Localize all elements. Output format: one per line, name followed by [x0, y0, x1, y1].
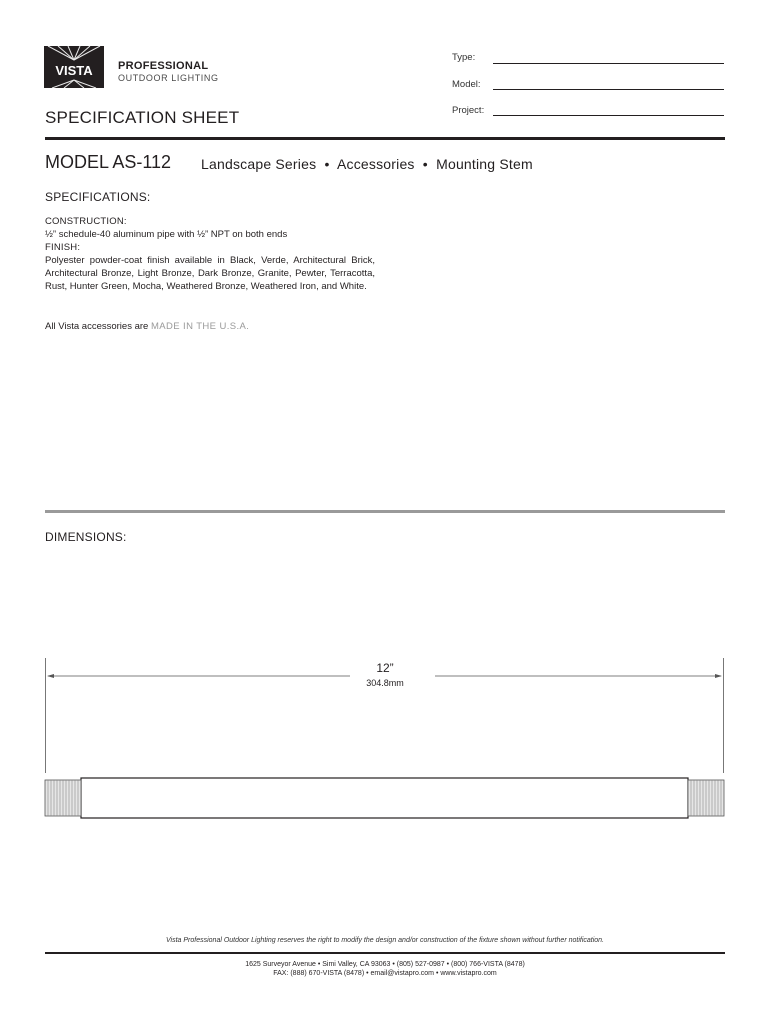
model-title: MODEL AS-112: [45, 152, 172, 172]
footer-divider: [45, 952, 725, 954]
dimensions-heading: DIMENSIONS:: [45, 530, 127, 544]
left-thread: [45, 780, 81, 816]
spec-block: [45, 215, 375, 293]
right-arrowhead: [715, 674, 722, 678]
length-inches: 12”: [376, 661, 394, 675]
brand-tagline: OUTDOOR LIGHTING: [118, 73, 219, 83]
model-label: Model:: [452, 79, 481, 90]
finish-label: FINISH:: [45, 242, 81, 253]
construction-label: CONSTRUCTION:: [45, 216, 127, 227]
left-arrowhead: [47, 674, 54, 678]
project-field[interactable]: [493, 115, 724, 116]
model-subtitle: Landscape Series • Accessories • Mounting Stem: [201, 156, 533, 172]
footer-address: 1625 Surveyor Avenue • Simi Valley, CA 93063 • (805) 527-0987 • (800) 766-VISTA (8478): [245, 961, 525, 968]
type-label: Type:: [452, 52, 476, 63]
type-field[interactable]: [493, 63, 724, 64]
footer-contact: FAX: (888) 670-VISTA (8478) • email@vistapro.com • www.vistapro.com: [273, 970, 497, 977]
made-in-usa: MADE IN THE U.S.A.: [150, 321, 250, 332]
model-field[interactable]: [493, 89, 724, 90]
brand-name: PROFESSIONAL: [118, 60, 209, 72]
finish-text: Polyester powder-coat finish available in Black, Verde, Architectural Brick, Architectural Bronze, Light Bronze, Dark Bronze, Granite, Pewter, Terracotta, Rust, Hunter Green, Mocha, Weathered Bronze, Weathered Iron, and White.: [45, 255, 375, 292]
right-thread: [688, 780, 724, 816]
section-divider: [45, 510, 725, 513]
construction-text: ½” schedule-40 aluminum pipe with ½” NPT on both ends: [45, 229, 288, 240]
disclaimer: Vista Professional Outdoor Lighting reserves the right to modify the design and/or construction of the fixture shown without further notification.: [166, 937, 604, 944]
sheet-title: SPECIFICATION SHEET: [45, 108, 240, 127]
header-divider: [45, 137, 725, 140]
project-label: Project:: [452, 105, 485, 116]
specifications-heading: SPECIFICATIONS:: [45, 190, 151, 204]
length-mm: 304.8mm: [366, 678, 404, 688]
logo-wordmark: VISTA: [55, 63, 93, 78]
made-in-usa-line: [45, 321, 249, 332]
made-prefix: All Vista accessories are: [45, 321, 149, 332]
vista-logo: [44, 46, 104, 88]
pipe-body: [81, 778, 688, 818]
